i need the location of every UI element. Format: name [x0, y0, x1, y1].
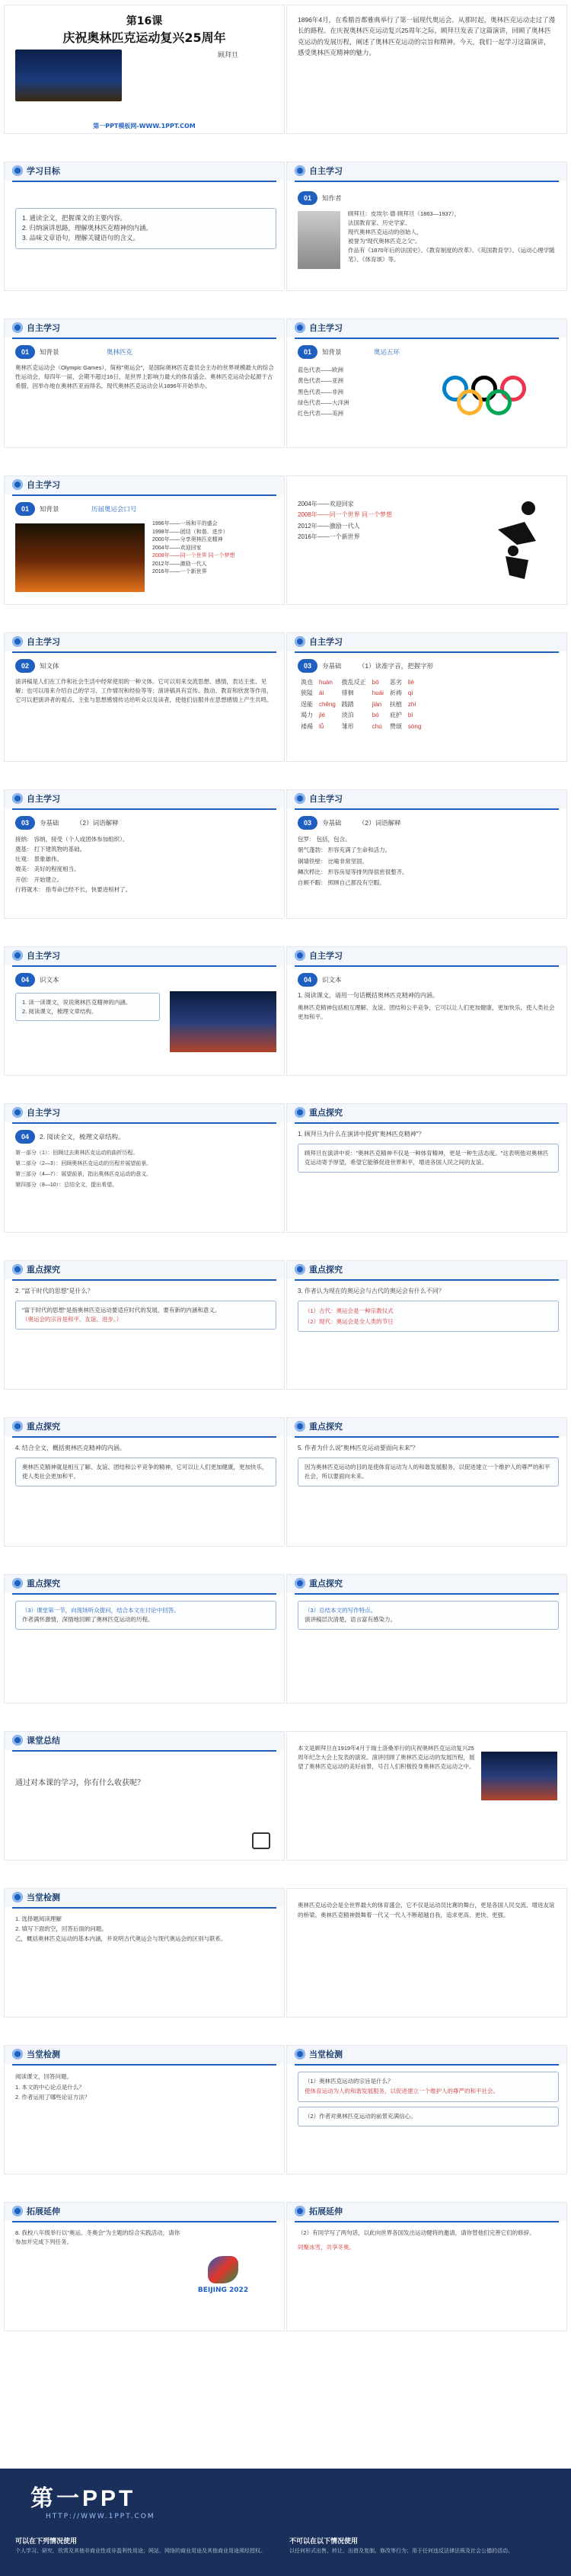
- bullet-icon: [12, 479, 23, 490]
- answer-box: （1）古代：奥运会是一种宗教仪式 （2）现代：奥运会是全人类的节日: [298, 1301, 559, 1332]
- bullet-icon: [12, 322, 23, 333]
- bullet-icon: [12, 636, 23, 647]
- olympic-rings-icon: [442, 376, 557, 429]
- allowed-text: 个人学习、研究、欣赏及其他非商业性或非盈利性用途；网站、网络的商业用途及其他商业用途须经授权。: [15, 2548, 266, 2554]
- fireworks-photo: [15, 523, 145, 592]
- answer-box: （3）课堂第一节，向现场听众提问，结合本文在讨论中回答。 作者满怀激情，深情地回顾了奥林匹克运动的历程。: [15, 1601, 276, 1630]
- section-label: 知背景: [322, 348, 342, 356]
- slide-text-1[interactable]: [4, 946, 285, 1076]
- slide-header: 重点探究: [295, 1106, 343, 1118]
- bullet-icon: [295, 950, 305, 961]
- summary-question: 通过对本课的学习，你有什么收获呢？: [15, 1779, 145, 1787]
- slide-explore-4[interactable]: 重点探究 4. 结合全文，概括奥林匹克精神的内涵。 奥林匹克精神就是相互了解、友谊、团结和公平竞争的精神，它可以让人们更加健康，更加快乐，使人类社会更加和平。: [4, 1417, 285, 1547]
- slide-test-1[interactable]: 当堂检测 1. 选择题阅读理解 2. 填写下面的空，回答后面的问题。 乙，概括奥林匹克运动的基本内涵，并说明古代奥运会与现代奥运会的区别与联系。: [4, 1888, 285, 2018]
- slide-header: 自主学习: [12, 949, 60, 962]
- slide-header: 自主学习: [295, 635, 343, 648]
- slide-summary-text[interactable]: 本文是顾拜旦在1919年4月于瑞士洛桑举行的庆祝奥林匹克运动复兴25周年纪念大会上发表的演说。演讲回顾了奥林匹克运动的发展历程，展望了奥林匹克运动的美好前景，号召人们积极投身奥林匹克运动之中。: [286, 1731, 567, 1861]
- slide-test-2[interactable]: 当堂检测 阅读课文，回答问题。 1. 本文的中心论点是什么？ 2. 作者运用了哪些论证方法？: [4, 2045, 285, 2174]
- bullet-icon: [295, 636, 305, 647]
- slide-slogans-2[interactable]: 2004年——欢迎回家 2008年——同一个世界 同一个梦想 2012年——激励一代人 2016年——一个新世界: [286, 475, 567, 605]
- footer-banner: [0, 2469, 571, 2576]
- slide-explore-1[interactable]: 重点探究 1. 顾拜旦为什么在演讲中提到"奥林匹克精神"？ 顾拜旦在演讲中说："奥林匹克精神不仅是一种体育精神，更是一种生活态度。"这表明他对奥林匹克运动寄予厚望，希望它能够促进世界和平，增进各国人民之间的友谊。: [286, 1103, 567, 1233]
- slide-header: 自主学习: [12, 635, 60, 648]
- bullet-icon: [295, 1421, 305, 1432]
- bullet-icon: [12, 1264, 23, 1275]
- olympic-photo: [15, 50, 122, 101]
- slide-header: 拓展延伸: [295, 2205, 343, 2217]
- slide-extend-2[interactable]: 拓展延伸 （2）有同学写了两句话，以此向世界各国发出运动健将的邀请，请你替他们完善它们的修辞。 同聚冰雪，共享冬奥。: [286, 2202, 567, 2331]
- slide-header: 重点探究: [295, 1420, 343, 1432]
- title-footer: 第一PPT模板网-WWW.1PPT.COM: [93, 123, 196, 130]
- bullet-icon: [12, 2049, 23, 2059]
- bullet-icon: [12, 1578, 23, 1589]
- pinyin-table: 涣也 huàn 拨乱反正 bō 恶劣 liè 狭隘 ài 徘徊 huái 祈祷 qí 逞能 chěng 践踏 jiàn 扶植 zhí 竭力 jié 淡泊 bó 庇护 bì 褛裼 lǚ 雏形 chú 赞颂 sòng: [301, 679, 422, 730]
- section-label: 知背景: [40, 505, 59, 513]
- beijing-2022-logo: BEIJING 2022: [193, 2256, 254, 2309]
- slide-header: 自主学习: [12, 478, 60, 491]
- section-number: 03: [298, 816, 317, 830]
- bullet-icon: [12, 950, 23, 961]
- bullet-icon: [295, 1107, 305, 1118]
- lesson-title: 庆祝奥林匹克运动复兴25周年: [62, 30, 226, 45]
- slide-header: 当堂检测: [12, 1891, 60, 1903]
- slide-explore-5[interactable]: 重点探究 5. 作者为什么说"奥林匹克运动要面向未来"？ 因为奥林匹克运动的目的是使体育运动为人的和谐发展服务，以促进建立一个维护人的尊严的和平社会，所以要面向未来。: [286, 1417, 567, 1547]
- bullet-icon: [295, 165, 305, 176]
- goals-box: [15, 208, 276, 249]
- slide-header: 重点探究: [295, 1263, 343, 1275]
- section-label: 夯基础: [322, 819, 342, 827]
- slide-text-2[interactable]: 自主学习 04 识文本 1. 阅读课文，请用一句话概括奥林匹克精神的内涵。 奥林匹克精神包括相互理解、友谊、团结和公平竞争，它可以让人们更加健康，更加快乐，使人类社会更加和平。: [286, 946, 567, 1076]
- answer-box: （3）总结本文的写作特点。 演讲稿层次清楚，语言富有感染力。: [298, 1601, 559, 1630]
- brand-logo: 第一PPT: [30, 2486, 136, 2511]
- section-label: 知背景: [40, 348, 59, 356]
- slide-words-2[interactable]: 自主学习 03 夯基础 （2）词语解释 包罗： 包括，包含。 朝气蓬勃： 形容充满了生命和活力。 铜墙铁壁： 比喻非常坚固。 鳞次栉比： 形容房屋等排列得很密很整齐。 自顾不暇： 照顾自己都没有空暇。: [286, 789, 567, 919]
- bullet-icon: [12, 1892, 23, 1902]
- slide-summary[interactable]: [4, 1731, 285, 1861]
- answer-box: 奥林匹克精神就是相互了解、友谊、团结和公平竞争的精神，它可以让人们更加健康，更加快乐，使人类社会更加和平。: [15, 1458, 276, 1486]
- section-number: 02: [15, 659, 35, 673]
- allowed-title: 可以在下列情况使用: [15, 2538, 78, 2546]
- slide-header: 自主学习: [295, 165, 343, 177]
- slide-header: 自主学习: [295, 792, 343, 805]
- slide-explore-2[interactable]: 重点探究 2. "富于时代的思想"是什么？ "富于时代的思想"是指奥林匹克运动要适应时代的发展，要有新的内涵和意义。 （奥运会的宗旨是和平、友谊、进步。）: [4, 1260, 285, 1390]
- slide-header: 重点探究: [12, 1420, 60, 1432]
- answer-box: （2）作者对奥林匹克运动的前景充满信心。: [298, 2107, 559, 2127]
- subtitle: 历届奥运会口号: [91, 505, 137, 513]
- slide-background-1[interactable]: [4, 318, 285, 448]
- goal-item: 2. 归纳演讲思路，理解奥林匹克精神的内涵。: [22, 224, 152, 232]
- section-label: 知作者: [322, 194, 342, 202]
- bullet-icon: [295, 322, 305, 333]
- slide-title[interactable]: [4, 5, 285, 134]
- subtitle: 奥林匹克: [106, 348, 132, 356]
- slide-explore-3[interactable]: 重点探究 3. 作者认为现在的奥运会与古代的奥运会有什么不同？ （1）古代：奥运会是一种宗教仪式 （2）现代：奥运会是全人类的节日: [286, 1260, 567, 1390]
- goal-item: 1. 通读全文，把握课文的主要内容。: [22, 214, 126, 222]
- section-label: 夯基础: [40, 819, 59, 827]
- section-label: 识文本: [322, 976, 342, 984]
- slide-header: 学习目标: [12, 165, 60, 177]
- author: 顾拜旦: [217, 52, 238, 59]
- slide-structure[interactable]: 自主学习 04 2. 阅读全文，梳理文章结构。 第一部分（1）：回顾过去奥林匹克运动的曲折历程。 第二部分（2—3）：回顾奥林匹克运动的历程并展望前景。 第三部分（4—7）：展望前景，指出奥林匹克运动的意义。 第四部分（8—10）：总结全文，提出希望。: [4, 1103, 285, 1233]
- slide-header: 当堂检测: [12, 2048, 60, 2060]
- bullet-icon: [295, 2206, 305, 2216]
- section-label: 知文体: [40, 662, 59, 670]
- stadium-photo: [170, 991, 276, 1052]
- section-number: 01: [298, 191, 317, 205]
- slide-header: 自主学习: [295, 949, 343, 962]
- slide-test-3[interactable]: [286, 2045, 567, 2174]
- section-number: 03: [298, 659, 317, 673]
- bullet-icon: [295, 1264, 305, 1275]
- section-number: 03: [15, 816, 35, 830]
- bullet-icon: [295, 2049, 305, 2059]
- slide-header: 自主学习: [12, 322, 60, 334]
- slide-explore-7[interactable]: [286, 1574, 567, 1704]
- bullet-icon: [12, 1735, 23, 1746]
- forbidden-text: 以任何形式出售、转让、出借及复制、修改等行为；用于任何违反法律法规及社会公德的活动。: [289, 2548, 513, 2554]
- bullet-icon: [295, 1578, 305, 1589]
- genre-text: 演讲稿是人们在工作和社会生活中经常使用的一种文体。它可以用来交流思想、感情，表达主张、见解；也可以用来介绍自己的学习、工作情况和经验等等；演讲稿具有宣传、鼓动、教育和欣赏等作用，它可以把演讲者的观点、主张与思想感情传达给听众以及读者，使他们信服并在思想感情上产生共鸣。: [15, 678, 273, 703]
- section-number: 01: [298, 345, 317, 359]
- slide-header: 拓展延伸: [12, 2205, 60, 2217]
- slide-test-text[interactable]: 奥林匹克运动会是全世界最大的体育盛会，它不仅是运动员比赛的舞台，更是各国人民交流、增进友谊的桥梁。奥林匹克精神鼓舞着一代又一代人不断超越自我，追求更高、更快、更强。: [286, 1888, 567, 2018]
- section-number: 01: [15, 345, 35, 359]
- forbidden-title: 不可以在以下情况使用: [289, 2538, 359, 2546]
- section-number: 04: [15, 1130, 35, 1144]
- slide-pinyin[interactable]: 自主学习 03 夯基础 （1）读准字音，把握字形 涣也 huàn 拨乱反正 bō 恶劣 liè 狭隘 ài 徘徊 huái 祈祷 qí 逞能 chěng 践踏 jiàn 扶植 zhí 竭力 jié 淡泊 bó 庇护 bì 褛裼 lǚ 雏形 chú 赞颂 sòng: [286, 632, 567, 762]
- slide-header: 重点探究: [12, 1577, 60, 1589]
- answer-box: "富于时代的思想"是指奥林匹克运动要适应时代的发展，要有新的内涵和意义。 （奥运会的宗旨是和平、友谊、进步。）: [15, 1301, 276, 1330]
- slide-intro[interactable]: [286, 5, 567, 134]
- brand-url[interactable]: HTTP://WWW.1PPT.COM: [46, 2513, 155, 2520]
- answer-box: 因为奥林匹克运动的目的是使体育运动为人的和谐发展服务，以促进建立一个维护人的尊严的和平社会，所以要面向未来。: [298, 1458, 559, 1486]
- section-number: 04: [15, 973, 35, 987]
- slide-words-1[interactable]: 自主学习 03 夯基础 （2）词语解释 接纳： 容纳，接受（个人或团体参加组织）。 奠基： 打下建筑物的基础。 壮观： 景象雄伟。 媲美： 美好的程度相当。 开创： 开始建立。 行将就木： 指寿命已经不长，快要进棺材了。: [4, 789, 285, 919]
- goal-item: 3. 品味文章语句，理解关键语句的含义。: [22, 234, 139, 242]
- slide-header: 自主学习: [12, 792, 60, 805]
- subtitle: 奥运五环: [373, 348, 400, 356]
- lesson-number: 第16课: [126, 15, 163, 27]
- slide-header: 重点探究: [12, 1263, 60, 1275]
- question-box: 1. 读一读课文，说说奥林匹克精神的内涵。 2. 阅读课文，梳理文章结构。: [15, 993, 160, 1021]
- section-number: 01: [15, 502, 35, 516]
- slide-header: 当堂检测: [295, 2048, 343, 2060]
- section-label: 识文本: [40, 976, 59, 984]
- sport-pictogram-icon: [483, 499, 551, 583]
- ceremony-photo: [481, 1752, 557, 1800]
- bullet-icon: [295, 793, 305, 804]
- author-portrait: [298, 211, 340, 269]
- bullet-icon: [12, 165, 23, 176]
- edit-icon: [252, 1832, 270, 1849]
- bullet-icon: [12, 1107, 23, 1118]
- answer-box: 顾拜旦在演讲中说："奥林匹克精神不仅是一种体育精神，更是一种生活态度。"这表明他对奥林匹克运动寄予厚望，希望它能够促进世界和平，增进各国人民之间的友谊。: [298, 1144, 559, 1173]
- slide-header: 课堂总结: [12, 1734, 60, 1746]
- slide-genre[interactable]: [4, 632, 285, 762]
- slide-header: 自主学习: [295, 322, 343, 334]
- bullet-icon: [12, 793, 23, 804]
- slide-header: 自主学习: [12, 1106, 60, 1118]
- section-label: 夯基础: [322, 662, 342, 670]
- slide-background-2[interactable]: 自主学习 01 知背景 奥运五环 蓝色代表——欧洲 黄色代表——亚洲 黑色代表——非洲 绿色代表——大洋洲 红色代表——美洲: [286, 318, 567, 448]
- slide-goals[interactable]: [4, 162, 285, 291]
- slide-extend-1[interactable]: 拓展延伸 8. 我校八年级举行以"奥运、冬奥会"为主题的综合实践活动，请你参加并完成下列任务。 BEIJING 2022: [4, 2202, 285, 2331]
- answer-box: （1）奥林匹克运动的宗旨是什么？ 使体育运动为人的和谐发展服务，以促进建立一个维护人的尊严的和平社会。: [298, 2072, 559, 2102]
- slide-author[interactable]: 自主学习 01 知作者 顾拜旦：皮埃尔·德·顾拜旦（1863—1937）， 法国教育家、历史学家、 现代奥林匹克运动的创始人， 被誉为"现代奥林匹克之父"。 作品有《1870年后的法国史》、《教育制度的改革》、《英国教育学》、《运动心理学随笔》、《体育颂》等。: [286, 162, 567, 291]
- slide-slogans[interactable]: 自主学习 01 知背景 历届奥运会口号 1996年——一场和平的盛会 1998年——团结（和谐、进步） 2000年——分享奥林匹克精神 2004年——欢迎回家 2008年——同一个世界 同一个梦想 2012年——激励一代人 2016年——一个新世界: [4, 475, 285, 605]
- bullet-icon: [12, 1421, 23, 1432]
- slide-header: 重点探究: [295, 1577, 343, 1589]
- background-text: 奥林匹克运动会（Olympic Games），简称"奥运会"，是国际奥林匹克委员会主办的世界规模最大的综合性运动会，每四年一届，会期不超过16日，是世界上影响力最大的体育盛会。奥林匹克运动会起源于古希腊，因举办地在奥林匹亚而得名。现代奥林匹克运动会从1896年开始举办。: [15, 364, 274, 389]
- slide-explore-6[interactable]: [4, 1574, 285, 1704]
- bullet-icon: [12, 2206, 23, 2216]
- intro-text: 1896年4月，在希腊首都雅典举行了第一届现代奥运会。从那时起，奥林匹克运动走过了漫长的路程。在庆祝奥林匹克运动复兴25周年之际，顾拜旦发表了这篇演讲，回顾了奥林匹克运动的发展历程，阐述了奥林匹克运动的宗旨和精神。今天，我们一起学习这篇演讲，感受奥林匹克精神的魅力。: [298, 16, 556, 57]
- section-number: 04: [298, 973, 317, 987]
